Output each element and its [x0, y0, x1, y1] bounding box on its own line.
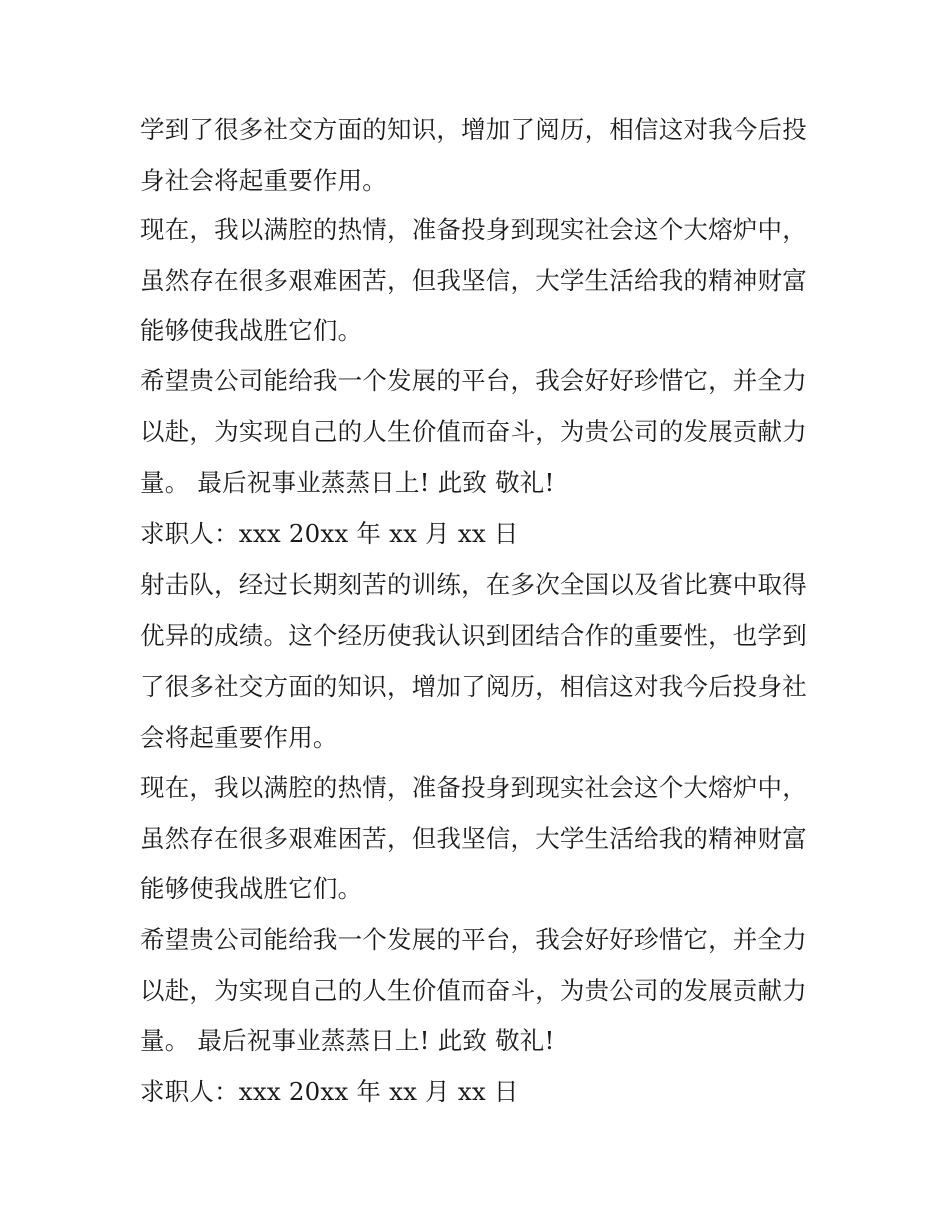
text-line-13: 会将起重要作用。: [140, 723, 338, 752]
text-line-8: 量。 最后祝事业蒸蒸日上! 此致 敬礼!: [140, 468, 555, 497]
text-line-1: 学到了很多社交方面的知识，增加了阅历，相信这对我今后投: [140, 115, 807, 144]
text-line-12: 了很多社交方面的知识，增加了阅历，相信这对我今后投身社: [140, 672, 807, 701]
text-line-10: 射击队，经过长期刻苦的训练，在多次全国以及省比赛中取得: [140, 570, 807, 599]
text-line-7: 以赴，为实现自己的人生价值而奋斗，为贵公司的发展贡献力: [140, 417, 807, 446]
text-line-16: 能够使我战胜它们。: [140, 874, 363, 903]
text-line-11: 优异的成绩。这个经历使我认识到团结合作的重要性，也学到: [140, 621, 807, 650]
text-line-15: 虽然存在很多艰难困苦，但我坚信，大学生活给我的精神财富: [140, 824, 807, 853]
text-line-4: 虽然存在很多艰难困苦，但我坚信，大学生活给我的精神财富: [140, 266, 807, 295]
text-line-9: 求职人：xxx 20xx 年 xx 月 xx 日: [140, 519, 519, 548]
text-line-19: 量。 最后祝事业蒸蒸日上! 此致 敬礼!: [140, 1026, 555, 1055]
text-line-5: 能够使我战胜它们。: [140, 316, 363, 345]
text-line-20: 求职人：xxx 20xx 年 xx 月 xx 日: [140, 1077, 519, 1106]
text-line-17: 希望贵公司能给我一个发展的平台，我会好好珍惜它，并全力: [140, 925, 807, 954]
text-line-3: 现在，我以满腔的热情，准备投身到现实社会这个大熔炉中，: [140, 215, 807, 244]
text-line-14: 现在，我以满腔的热情，准备投身到现实社会这个大熔炉中，: [140, 773, 807, 802]
text-line-2: 身社会将起重要作用。: [140, 166, 387, 195]
text-line-18: 以赴，为实现自己的人生价值而奋斗，为贵公司的发展贡献力: [140, 976, 807, 1005]
text-line-6: 希望贵公司能给我一个发展的平台，我会好好珍惜它，并全力: [140, 366, 807, 395]
